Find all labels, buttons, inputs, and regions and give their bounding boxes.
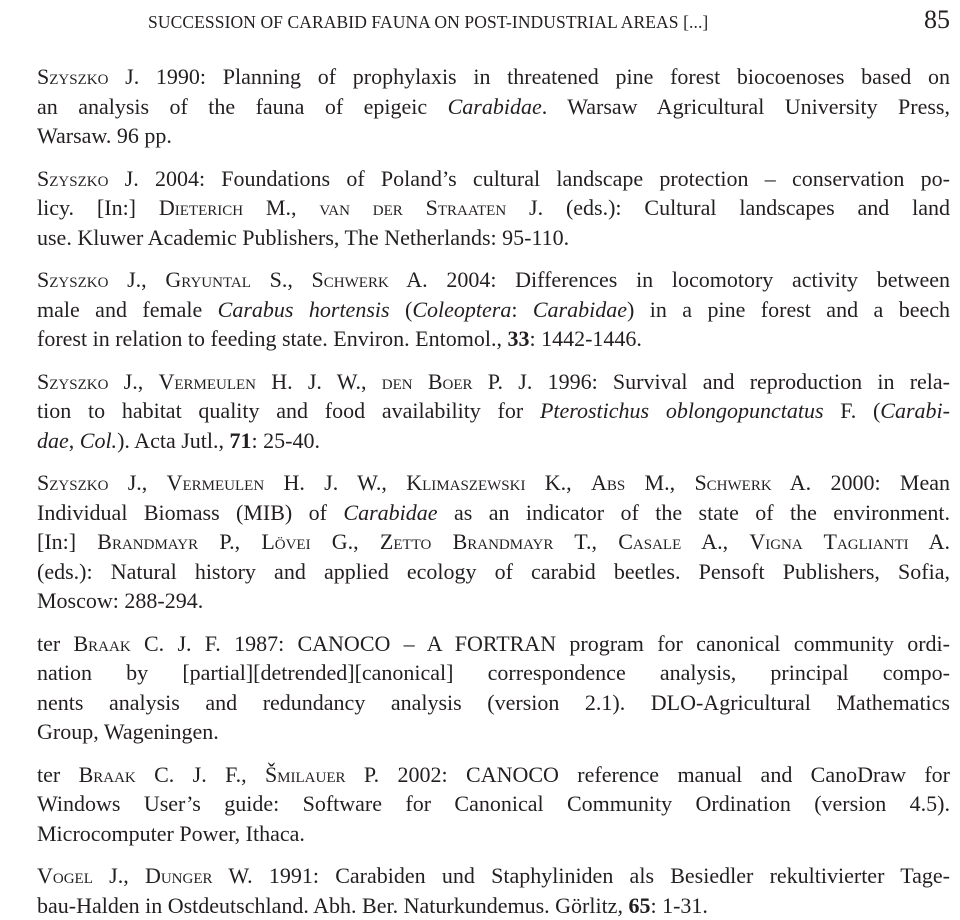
reference-text: P.,	[198, 529, 261, 554]
reference-text: W. 1991: Carabiden und Staphyliniden als Besiedler rekultivierter Tage-	[213, 863, 951, 888]
italic-text: Col.	[80, 428, 117, 453]
reference-line	[37, 861, 950, 891]
reference-text: forest in relation to feeding state. Environ. Entomol.,	[37, 326, 507, 351]
reference-line	[37, 557, 950, 587]
reference-text: C. J. F. 1987: CANOCO – A FORTRAN program for canonical community ordi-	[131, 631, 950, 656]
author-name: Schwerk	[312, 267, 389, 292]
reference-line	[37, 629, 950, 659]
reference-text: T.,	[553, 529, 618, 554]
reference-line	[37, 586, 950, 616]
author-name: Gryuntal	[165, 267, 251, 292]
reference-entry	[37, 861, 950, 920]
reference-text: H. J. W.,	[264, 470, 406, 495]
italic-text: Carabi-	[880, 398, 950, 423]
author-name: Lövei	[261, 529, 310, 554]
italic-text: Pterostichus oblongopunctatus	[540, 398, 824, 423]
author-name: Schwerk	[694, 470, 771, 495]
reference-entry	[37, 62, 950, 151]
reference-text: P. J. 1996: Survival and reproduction in rela-	[473, 369, 951, 394]
author-name: Vermeulen	[167, 470, 265, 495]
italic-text: Carabidae	[533, 297, 627, 322]
reference-text: [In:]	[37, 529, 97, 554]
reference-text: ) in a pine forest and a beech	[627, 297, 950, 322]
running-header	[148, 0, 950, 38]
reference-text: licy. [In:]	[37, 195, 159, 220]
reference-line	[37, 265, 950, 295]
reference-text: M.,	[625, 470, 694, 495]
reference-text: ,	[69, 428, 80, 453]
reference-line	[37, 396, 950, 426]
reference-text: (	[390, 297, 413, 322]
reference-text: Warsaw. 96 pp.	[37, 123, 172, 148]
reference-text: Microcomputer Power, Ithaca.	[37, 821, 305, 846]
reference-text: :	[511, 297, 533, 322]
italic-text: Carabidae	[448, 94, 542, 119]
author-name: Casale	[618, 529, 681, 554]
reference-text: A.	[909, 529, 950, 554]
reference-line	[37, 324, 950, 354]
reference-line	[37, 527, 950, 557]
reference-text: : 1442-1446.	[529, 326, 641, 351]
reference-text: : 1-31.	[650, 893, 707, 918]
reference-text: C. J. F.,	[136, 762, 265, 787]
author-name: Dieterich	[159, 195, 243, 220]
reference-text: use. Kluwer Academic Publishers, The Netherlands: 95-110.	[37, 225, 569, 250]
reference-line	[37, 658, 950, 688]
reference-entry	[37, 164, 950, 253]
page-number: 85	[924, 7, 950, 38]
author-name: Dunger	[145, 863, 213, 888]
reference-line	[37, 498, 950, 528]
author-name: Szyszko	[37, 267, 108, 292]
reference-text: tion to habitat quality and food availability for	[37, 398, 540, 423]
reference-text: P. 2002: CANOCO reference manual and CanoDraw for	[346, 762, 951, 787]
reference-text: S.,	[251, 267, 312, 292]
reference-text: bau-Halden in Ostdeutschland. Abh. Ber. Naturkundemus. Görlitz,	[37, 893, 628, 918]
italic-text: dae	[37, 428, 69, 453]
reference-text: G.,	[311, 529, 380, 554]
volume-number: 33	[507, 326, 529, 351]
reference-text: J.,	[93, 863, 145, 888]
volume-number: 71	[230, 428, 252, 453]
author-name: den Boer	[382, 369, 473, 394]
reference-text: J.,	[108, 369, 158, 394]
reference-list	[37, 62, 950, 920]
reference-text: Individual Biomass (MIB) of	[37, 500, 343, 525]
reference-text: an analysis of the fauna of epigeic	[37, 94, 448, 119]
reference-text: ter	[37, 762, 79, 787]
reference-text: nents analysis and redundancy analysis (version 2.1). DLO-Agricultural Mathematics	[37, 690, 950, 715]
reference-text: Group, Wageningen.	[37, 719, 219, 744]
reference-text: H. J. W.,	[256, 369, 382, 394]
author-name: Vigna Taglianti	[749, 529, 908, 554]
author-name: Vogel	[37, 863, 93, 888]
volume-number: 65	[628, 893, 650, 918]
reference-text: J. 1990: Planning of prophylaxis in threatened pine forest biocoenoses based on	[108, 64, 950, 89]
reference-text: J. (eds.): Cultural landscapes and land	[506, 195, 950, 220]
reference-line	[37, 717, 950, 747]
reference-line	[37, 164, 950, 194]
author-name: Szyszko	[37, 166, 108, 191]
italic-text: Carabus hortensis	[218, 297, 390, 322]
reference-text: J. 2004: Foundations of Poland’s cultural landscape protection – conservation po-	[108, 166, 950, 191]
author-name: Brandmayr	[97, 529, 198, 554]
italic-text: Carabidae	[343, 500, 437, 525]
reference-text: ter	[37, 631, 74, 656]
reference-text: F. (	[824, 398, 881, 423]
reference-line	[37, 688, 950, 718]
author-name: Braak	[74, 631, 131, 656]
reference-text: A. 2000: Mean	[772, 470, 950, 495]
reference-text: (eds.): Natural history and applied ecology of carabid beetles. Pensoft Publishers, Sofia,	[37, 559, 950, 584]
reference-line	[37, 121, 950, 151]
reference-text: A. 2004: Differences in locomotory activity between	[389, 267, 950, 292]
reference-line	[37, 367, 950, 397]
reference-text: A.,	[681, 529, 749, 554]
author-name: Zetto Brandmayr	[380, 529, 554, 554]
italic-text: Coleoptera	[412, 297, 511, 322]
author-name: Abs	[591, 470, 625, 495]
author-name: Szyszko	[37, 64, 108, 89]
reference-line	[37, 891, 950, 920]
author-name: Braak	[79, 762, 136, 787]
reference-line	[37, 426, 950, 456]
reference-text: as an indicator of the state of the environment.	[438, 500, 950, 525]
reference-text: : 25-40.	[252, 428, 320, 453]
reference-line	[37, 468, 950, 498]
reference-text: M.,	[243, 195, 319, 220]
reference-entry	[37, 265, 950, 354]
author-name: Szyszko	[37, 369, 108, 394]
author-name: Klimaszewski	[406, 470, 525, 495]
reference-entry	[37, 367, 950, 456]
reference-line	[37, 819, 950, 849]
reference-text: J.,	[108, 267, 165, 292]
reference-entry	[37, 468, 950, 616]
reference-text: . Warsaw Agricultural University Press,	[542, 94, 950, 119]
author-name: Šmilauer	[265, 762, 346, 787]
reference-text: Windows User’s guide: Software for Canonical Community Ordination (version 4.5).	[37, 791, 950, 816]
reference-text: J.,	[108, 470, 166, 495]
reference-entry	[37, 629, 950, 747]
reference-line	[37, 789, 950, 819]
reference-text: ). Acta Jutl.,	[117, 428, 229, 453]
reference-text: K.,	[525, 470, 591, 495]
reference-text: male and female	[37, 297, 218, 322]
author-name: Szyszko	[37, 470, 108, 495]
reference-line	[37, 295, 950, 325]
reference-line	[37, 223, 950, 253]
running-title: SUCCESSION OF CARABID FAUNA ON POST-INDUSTRIAL AREAS [...]	[148, 14, 708, 39]
reference-line	[37, 92, 950, 122]
reference-entry	[37, 760, 950, 849]
reference-line	[37, 193, 950, 223]
author-name: Vermeulen	[158, 369, 256, 394]
author-name: van der Straaten	[319, 195, 506, 220]
reference-line	[37, 62, 950, 92]
reference-line	[37, 760, 950, 790]
reference-text: Moscow: 288-294.	[37, 588, 203, 613]
reference-text: nation by [partial][detrended][canonical] correspondence analysis, principal compo-	[37, 660, 950, 685]
